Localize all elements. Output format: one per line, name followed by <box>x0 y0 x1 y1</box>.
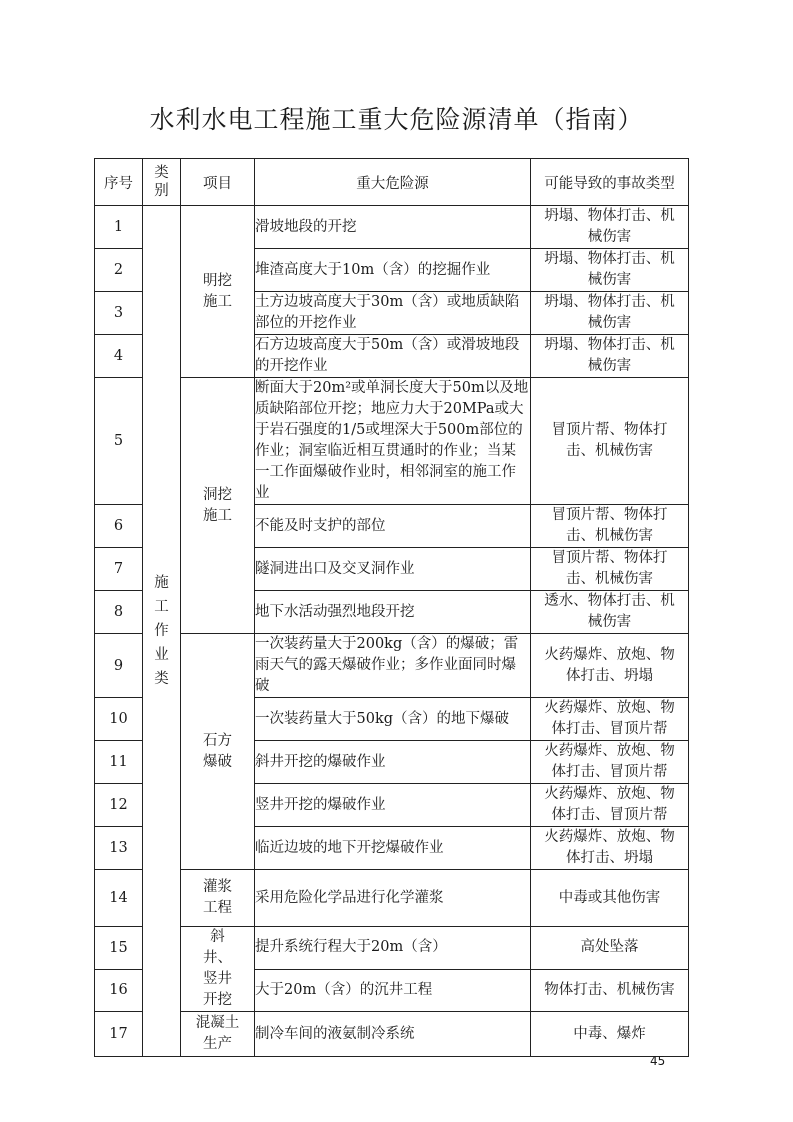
hazard-cell: 断面大于20m²或单洞长度大于50m以及地质缺陷部位开挖；地应力大于20MPa或大于岩石强度的1/5或埋深大于500m部位的作业；洞室临近相互贯通时的作业；当某一工作面爆破作业时，相邻洞室的施工作业 <box>255 378 531 505</box>
hazard-cell: 临近边坡的地下开挖爆破作业 <box>255 827 531 870</box>
group-cell: 洞挖施工 <box>181 378 255 634</box>
row-no: 16 <box>95 969 143 1012</box>
hazard-cell: 竖井开挖的爆破作业 <box>255 784 531 827</box>
accident-cell: 冒顶片帮、物体打击、机械伤害 <box>531 505 689 548</box>
hazard-cell: 石方边坡高度大于50m（含）或滑坡地段的开挖作业 <box>255 335 531 378</box>
accident-cell: 坍塌、物体打击、机械伤害 <box>531 335 689 378</box>
accident-cell: 火药爆炸、放炮、物体打击、冒顶片帮 <box>531 741 689 784</box>
hazard-table <box>94 158 689 1057</box>
accident-cell: 火药爆炸、放炮、物体打击、坍塌 <box>531 634 689 698</box>
table-row <box>95 378 689 505</box>
group-cell: 明挖施工 <box>181 206 255 378</box>
table-row <box>95 870 689 927</box>
table-row <box>95 1012 689 1057</box>
accident-cell: 火药爆炸、放炮、物体打击、冒顶片帮 <box>531 784 689 827</box>
hazard-cell: 制冷车间的液氨制冷系统 <box>255 1012 531 1057</box>
table-row <box>95 634 689 698</box>
accident-cell: 坍塌、物体打击、机械伤害 <box>531 206 689 249</box>
header-hazard: 重大危险源 <box>255 159 531 206</box>
accident-cell: 冒顶片帮、物体打击、机械伤害 <box>531 378 689 505</box>
row-no: 9 <box>95 634 143 698</box>
group-cell: 石方爆破 <box>181 634 255 870</box>
hazard-cell: 土方边坡高度大于30m（含）或地质缺陷部位的开挖作业 <box>255 292 531 335</box>
category-cell: 施工作业类 <box>143 206 181 1057</box>
accident-cell: 高处坠落 <box>531 927 689 970</box>
group-cell: 混凝土生产 <box>181 1012 255 1057</box>
row-no: 10 <box>95 698 143 741</box>
row-no: 8 <box>95 591 143 634</box>
row-no: 2 <box>95 249 143 292</box>
header-category: 类别 <box>143 159 181 206</box>
accident-cell: 坍塌、物体打击、机械伤害 <box>531 249 689 292</box>
row-no: 11 <box>95 741 143 784</box>
group-cell: 斜井、竖井开挖 <box>181 927 255 1012</box>
page-number: 45 <box>650 1054 666 1068</box>
hazard-cell: 堆渣高度大于10m（含）的挖掘作业 <box>255 249 531 292</box>
row-no: 3 <box>95 292 143 335</box>
hazard-cell: 不能及时支护的部位 <box>255 505 531 548</box>
accident-cell: 中毒、爆炸 <box>531 1012 689 1057</box>
row-no: 1 <box>95 206 143 249</box>
row-no: 5 <box>95 378 143 505</box>
row-no: 4 <box>95 335 143 378</box>
table-row <box>95 206 689 249</box>
hazard-cell: 滑坡地段的开挖 <box>255 206 531 249</box>
accident-cell: 火药爆炸、放炮、物体打击、冒顶片帮 <box>531 698 689 741</box>
hazard-cell: 大于20m（含）的沉井工程 <box>255 969 531 1012</box>
hazard-cell: 一次装药量大于200kg（含）的爆破；雷雨天气的露天爆破作业；多作业面同时爆破 <box>255 634 531 698</box>
header-no: 序号 <box>95 159 143 206</box>
row-no: 15 <box>95 927 143 970</box>
hazard-cell: 一次装药量大于50kg（含）的地下爆破 <box>255 698 531 741</box>
header-accident: 可能导致的事故类型 <box>531 159 689 206</box>
header-row <box>95 159 689 206</box>
row-no: 17 <box>95 1012 143 1057</box>
accident-cell: 冒顶片帮、物体打击、机械伤害 <box>531 548 689 591</box>
group-cell: 灌浆工程 <box>181 870 255 927</box>
table-row <box>95 927 689 970</box>
row-no: 7 <box>95 548 143 591</box>
accident-cell: 中毒或其他伤害 <box>531 870 689 927</box>
hazard-cell: 地下水活动强烈地段开挖 <box>255 591 531 634</box>
accident-cell: 透水、物体打击、机械伤害 <box>531 591 689 634</box>
row-no: 6 <box>95 505 143 548</box>
hazard-cell: 采用危险化学品进行化学灌浆 <box>255 870 531 927</box>
header-item: 项目 <box>181 159 255 206</box>
row-no: 13 <box>95 827 143 870</box>
row-no: 12 <box>95 784 143 827</box>
hazard-cell: 斜井开挖的爆破作业 <box>255 741 531 784</box>
hazard-cell: 提升系统行程大于20m（含） <box>255 927 531 970</box>
accident-cell: 坍塌、物体打击、机械伤害 <box>531 292 689 335</box>
row-no: 14 <box>95 870 143 927</box>
page-title: 水利水电工程施工重大危险源清单（指南） <box>149 105 644 134</box>
accident-cell: 火药爆炸、放炮、物体打击、坍塌 <box>531 827 689 870</box>
accident-cell: 物体打击、机械伤害 <box>531 969 689 1012</box>
hazard-cell: 隧洞进出口及交叉洞作业 <box>255 548 531 591</box>
